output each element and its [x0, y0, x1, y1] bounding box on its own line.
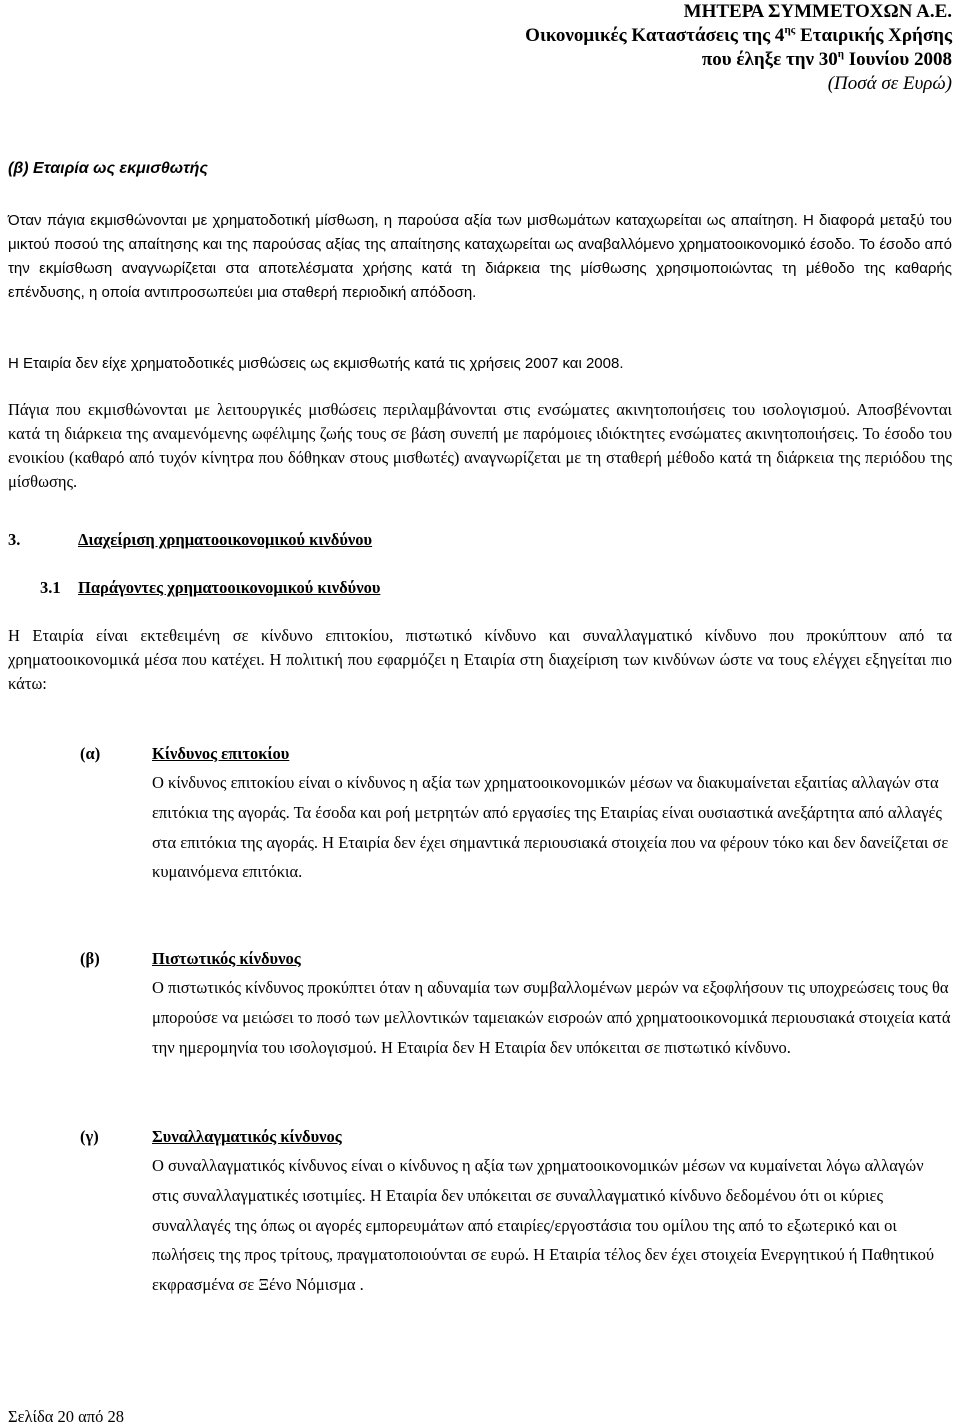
- section-3-1-heading: [40, 578, 380, 598]
- risk-label: (α): [80, 744, 101, 763]
- risk-title: Κίνδυνος επιτοκίου: [152, 744, 290, 763]
- risk-description: Ο κίνδυνος επιτοκίου είναι ο κίνδυνος η αξία των χρηματοοικονομικών μέσων να διακυμαίνεται εξαιτίας αλλαγών στα επιτόκια της αγοράς. Τα έσοδα και ροή μετρητών από εργασίες της Εταιρίας είναι ουσιαστικά ανεξάρτητα από αλλαγές στα επιτόκια της αγοράς. Η Εταιρία δεν έχει σημαντικά περιουσιακά στοιχεία που να φέρουν τόκο και δεν δανείζεται σε κυμαινόμενα επιτόκια.: [152, 773, 949, 882]
- risk-title: Πιστωτικός κίνδυνος: [152, 949, 301, 968]
- section-3-title: Διαχείριση χρηματοοικονομικού κινδύνου: [78, 530, 373, 549]
- section-3-number: 3.: [8, 530, 21, 549]
- section-3-heading: [8, 530, 372, 550]
- section-3-1-number: 3.1: [40, 578, 61, 597]
- document-header: [332, 0, 952, 96]
- risk-factors-intro: Η Εταιρία είναι εκτεθειμένη σε κίνδυνο επιτοκίου, πιστωτικό κίνδυνο και συναλλαγματικό κίνδυνο που προκύπτουν από τα χρηματοοικονομικά μέσα που κατέχει. Η πολιτική που εφαρμόζει η Εταιρία στη διαχείριση των κινδύνων ώστε να τους ελέγχει εξηγείται πιο κάτω:: [8, 626, 952, 693]
- operating-lease-paragraph: Πάγια που εκμισθώνονται με λειτουργικές μισθώσεις περιλαμβάνονται στις ενσώματες ακινητοποιήσεις του ισολογισμού. Αποσβένονται κατά τη διάρκεια της αναμενόμενης ωφέλιμης ζωής τους σε βάση συνεπή με παρόμοιες ιδιόκτητες ενσώματες ακινητοποιήσεις. Το έσοδο του ενοικίου (καθαρό από τυχόν κίνητρα που δόθηκαν στους μισθωτές) αναγνωρίζεται με τη σταθερή μέθοδο κατά τη διάρκεια της περιόδου της μίσθωσης.: [8, 400, 952, 491]
- risk-label: (β): [80, 949, 100, 968]
- no-finance-lease-paragraph: Η Εταιρία δεν είχε χρηματοδοτικές μισθώσεις ως εκμισθωτής κατά τις χρήσεις 2007 και 2008.: [8, 355, 624, 372]
- company-name: ΜΗΤΕΡΑ ΣΥΜΜΕΤΟΧΩΝ Α.Ε.: [683, 1, 952, 22]
- period-line: που έληξε την $30^\eta$ Ιουνίου 2008: [701, 48, 952, 70]
- finance-lease-paragraph: Όταν πάγια εκμισθώνονται με χρηματοδοτική μίσθωση, η παρούσα αξία των μισθωμάτων καταχωρείται ως απαίτηση. Η διαφορά μεταξύ του μικτού ποσού της απαίτησης και της παρούσας αξίας της απαίτησης καταχωρείται ως αναβαλλόμενο χρηματοοικονομικό έσοδο. Το έσοδο από την εκμίσθωση αναγνωρίζεται στα αποτελέσματα χρήσης κατά τη διάρκεια της μίσθωσης χρησιμοποιώντας τη μέθοδο της καθαρής επένδυσης, η οποία αντιπροσωπεύει μια σταθερή περιοδική απόδοση.: [8, 212, 952, 301]
- risk-label: (γ): [80, 1127, 99, 1146]
- statements-title: Οικονομικές Καταστάσεις της $4^{\eta\varsigma}$ Εταιρικής Χρήσης: [525, 24, 952, 46]
- risk-title: Συναλλαγματικός κίνδυνος: [152, 1127, 342, 1146]
- risk-description: Ο συναλλαγματικός κίνδυνος είναι ο κίνδυνος η αξία των χρηματοοικονομικών μέσων να κυμαίνεται λόγω αλλαγών στις συναλλαγματικές ισοτιμίες. Η Εταιρία δεν υπόκειται σε συναλλαγματικό κίνδυνο δεδομένου ότι οι κύριες συναλλαγές της όπως οι αγορές εμπορευμάτων από εταιρίες/εργοστάσια του ομίλου της από το εξωτερικό και οι πωλήσεις της προς τρίτους, πραγματοποιούνται σε ευρώ. Η Εταιρία τέλος δεν έχει στοιχεία Ενεργητικού ή Παθητικού εκφρασμένα σε Ξένο Νόμισμα .: [152, 1156, 935, 1295]
- section-3-1-title: Παράγοντες χρηματοοικονομικού κινδύνου: [78, 578, 381, 597]
- lessor-section-title: (β) Εταιρία ως εκμισθωτής: [8, 160, 208, 177]
- risk-description: Ο πιστωτικός κίνδυνος προκύπτει όταν η αδυναμία των συμβαλλομένων μερών να εξοφλήσουν τις υποχρεώσεις τους θα μπορούσε να μειώσει το ποσό των μελλοντικών ταμειακών εισροών από χρηματοοικονομικά περιουσιακά στοιχεία κατά την ημερομηνία του ισολογισμού. Η Εταιρία δεν Η Εταιρία δεν υπόκειται σε πιστωτικό κίνδυνο.: [152, 978, 951, 1057]
- page-number: Σελίδα 20 από 28: [8, 1407, 124, 1426]
- currency-note: (Ποσά σε Ευρώ): [827, 73, 952, 94]
